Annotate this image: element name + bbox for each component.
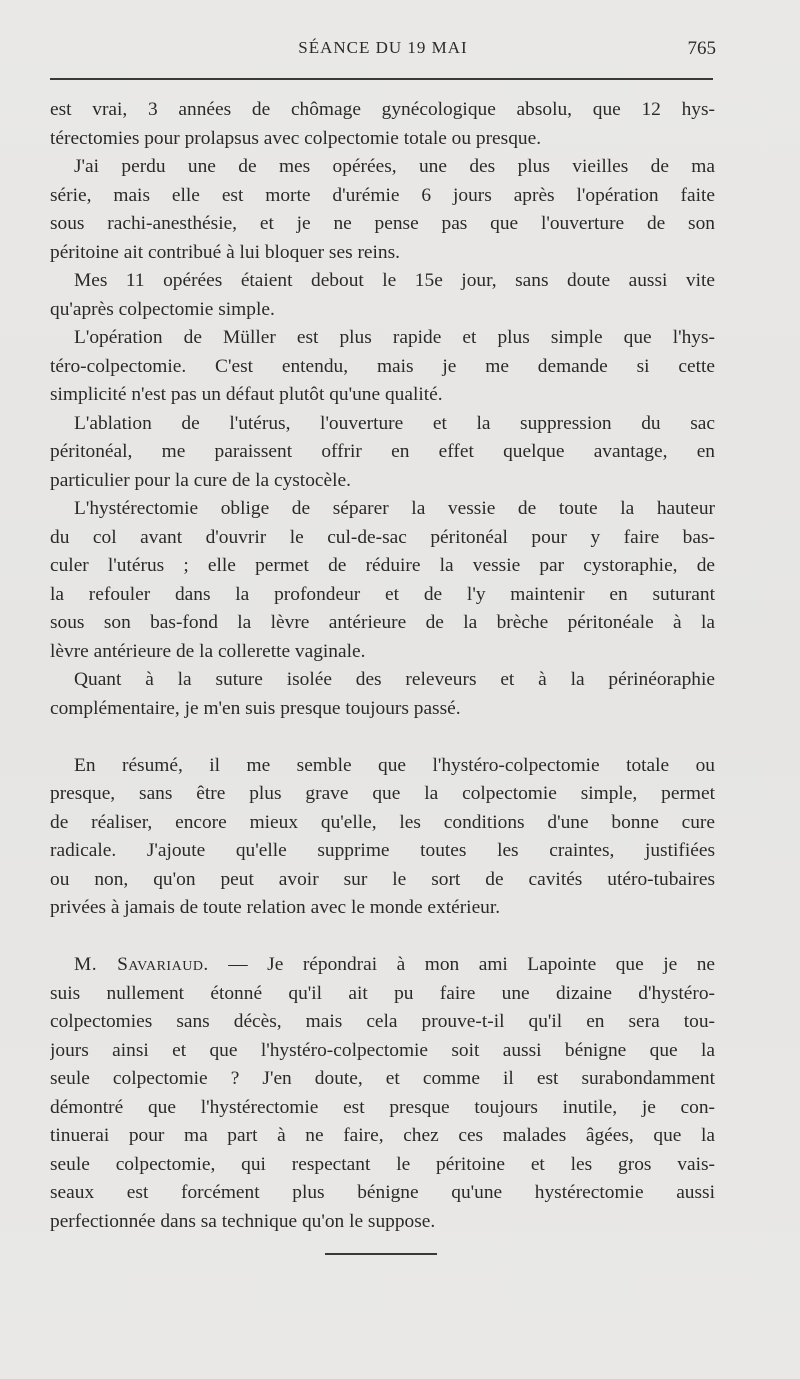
- paragraph-gap: [50, 923, 715, 952]
- text-line: la refouler dans la profondeur et de l'y maintenir en suturant: [50, 583, 715, 605]
- text-line: tinuerai pour ma part à ne faire, chez ces malades âgées, que la: [50, 1125, 715, 1146]
- text-line: radicale. J'ajoute qu'elle supprime toutes les craintes, justifiées: [50, 840, 715, 861]
- paragraph-4: [50, 324, 715, 410]
- end-rule: [325, 1253, 437, 1255]
- text-line: sous rachi-anesthésie, et je ne pense pas que l'ouverture de son: [50, 213, 715, 234]
- running-head: SÉANCE DU 19 MAI: [298, 38, 468, 57]
- paragraph-5: [50, 410, 715, 496]
- text-line: de réaliser, encore mieux qu'elle, les conditions d'une bonne cure: [50, 811, 715, 833]
- text-line: presque, sans être plus grave que la colpectomie simple, permet: [50, 783, 715, 804]
- text-line: perfectionnée dans sa technique qu'on le suppose.: [50, 1210, 436, 1232]
- paragraph-6: [50, 495, 715, 666]
- text-line: culer l'utérus ; elle permet de réduire la vessie par cystoraphie, de: [50, 555, 715, 576]
- page-header: [50, 38, 716, 62]
- text-line: ou non, qu'on peut avoir sur le sort de cavités utéro-tubaires: [50, 868, 715, 890]
- text-line: En résumé, il me semble que l'hystéro-colpectomie totale ou: [74, 754, 715, 776]
- text-line: péritoine ait contribué à lui bloquer ses reins.: [50, 241, 401, 263]
- paragraph-8: [50, 752, 715, 923]
- header-rule: [50, 78, 713, 80]
- text-line: J'ai perdu une de mes opérées, une des plus vieilles de ma: [74, 156, 715, 177]
- text-line: L'opération de Müller est plus rapide et plus simple que l'hys-: [74, 327, 715, 348]
- text-line: seaux est forcément plus bénigne qu'une hystérectomie aussi: [50, 1182, 715, 1203]
- paragraph-9: [50, 951, 715, 1236]
- speaker-line-text: — Je répondrai à mon ami Lapointe que je ne: [208, 954, 715, 975]
- text-line: privées à jamais de toute relation avec le monde extérieur.: [50, 897, 501, 918]
- text-line: série, mais elle est morte d'urémie 6 jours après l'opération faite: [50, 184, 715, 206]
- text-line: L'ablation de l'utérus, l'ouverture et la suppression du sac: [74, 412, 715, 434]
- speaker-name: M. Savariaud.: [74, 954, 209, 975]
- text-line: colpectomies sans décès, mais cela prouve-t-il qu'il en sera tou-: [50, 1011, 715, 1032]
- text-line: est vrai, 3 années de chômage gynécologique absolu, que 12 hys-: [50, 99, 715, 120]
- paragraph-2: [50, 153, 715, 267]
- paragraph-gap: [50, 723, 715, 752]
- page-number: 765: [687, 38, 716, 59]
- text-line: lèvre antérieure de la collerette vaginale.: [50, 640, 366, 662]
- text-line: suis nullement étonné qu'il ait pu faire une dizaine d'hystéro-: [50, 982, 715, 1004]
- text-line: démontré que l'hystérectomie est presque toujours inutile, je con-: [50, 1096, 715, 1118]
- speaker-line: [50, 951, 715, 980]
- text-line: sous son bas-fond la lèvre antérieure de la brèche péritonéale à la: [50, 612, 715, 633]
- text-line: qu'après colpectomie simple.: [50, 298, 275, 320]
- text-line: péritonéal, me paraissent offrir en effet quelque avantage, en: [50, 441, 715, 462]
- paragraph-7: [50, 666, 715, 723]
- text-line: L'hystérectomie oblige de séparer la vessie de toute la hauteur: [74, 498, 715, 519]
- body-text: [50, 96, 715, 1236]
- text-line: du col avant d'ouvrir le cul-de-sac péritonéal pour y faire bas-: [50, 526, 715, 548]
- text-line: Mes 11 opérées étaient debout le 15e jour, sans doute aussi vite: [74, 270, 715, 291]
- text-line: simplicité n'est pas un défaut plutôt qu'une qualité.: [50, 384, 443, 405]
- text-line: téro-colpectomie. C'est entendu, mais je me demande si cette: [50, 355, 715, 377]
- paragraph-1: [50, 96, 715, 153]
- text-line: seule colpectomie ? J'en doute, et comme il est surabondamment: [50, 1068, 715, 1089]
- text-line: jours ainsi et que l'hystéro-colpectomie soit aussi bénigne que la: [50, 1039, 715, 1061]
- text-line: particulier pour la cure de la cystocèle.: [50, 469, 351, 491]
- text-line: térectomies pour prolapsus avec colpectomie totale ou presque.: [50, 127, 542, 149]
- text-line: Quant à la suture isolée des releveurs et à la périnéoraphie: [74, 669, 715, 690]
- text-line: complémentaire, je m'en suis presque toujours passé.: [50, 697, 461, 719]
- paragraph-3: [50, 267, 715, 324]
- text-line: seule colpectomie, qui respectant le péritoine et les gros vais-: [50, 1153, 715, 1175]
